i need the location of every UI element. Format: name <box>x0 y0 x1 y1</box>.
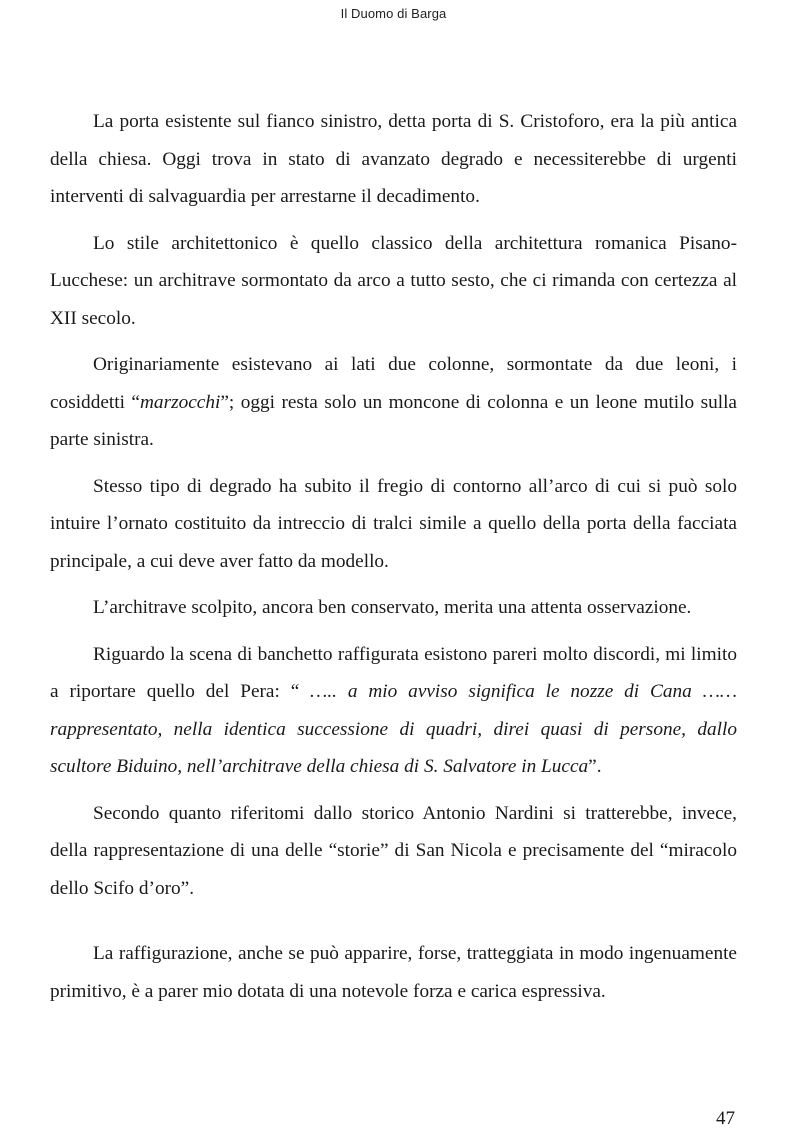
paragraph-banchetto <box>50 636 737 786</box>
marzocchi-term: marzocchi <box>140 391 221 413</box>
body-text <box>50 103 737 1019</box>
paragraph-architrave: L’architrave scolpito, ancora ben conservato, merita una attenta osservazione. <box>93 597 692 618</box>
pera-quotation: ….. a mio avviso significa le nozze di Cana …… rappresentato, nella identica successione di quadri, direi quasi di persone, dallo scultore Biduino, nell’architrave della chiesa di S. Salvatore in Lucca <box>50 681 737 777</box>
paragraph-stile: Lo stile architettonico è quello classico della architettura romanica Pisano-Lucchese: un architrave sormontato da arco a tutto sesto, che ci rimanda con certezza al XII secolo. <box>50 232 737 329</box>
paragraph-raffigurazione: La raffigurazione, anche se può apparire, forse, tratteggiata in modo ingenuamente primitivo, è a parer mio dotata di una notevole forza e carica espressiva. <box>50 943 737 1002</box>
paragraph-colonne <box>50 346 737 459</box>
running-header: Il Duomo di Barga <box>340 6 447 21</box>
paragraph-nardini: Secondo quanto riferitomi dallo storico Antonio Nardini si tratterebbe, invece, della rappresentazione di una delle “storie” di San Nicola e precisamente del “miracolo dello Scifo d’oro”. <box>50 802 737 899</box>
page-number: 47 <box>716 1108 735 1129</box>
paragraph-banchetto-text-before: Riguardo la scena di banchetto raffigurata esistono pareri molto discordi, mi limito a riportare quello del Pera: “ <box>50 643 737 702</box>
paragraph-colonne-text-before: Originariamente esistevano ai lati due colonne, sormontate da due leoni, i cosiddetti “ <box>50 354 737 413</box>
paragraph-banchetto-text-after: ”. <box>588 756 602 777</box>
paragraph-porta: La porta esistente sul fianco sinistro, detta porta di S. Cristoforo, era la più antica della chiesa. Oggi trova in stato di avanzato degrado e necessiterebbe di urgenti interventi di salvaguardia per arrestarne il decadimento. <box>50 111 737 207</box>
paragraph-colonne-text-after: ”; oggi resta solo un moncone di colonna e un leone mutilo sulla parte sinistra. <box>50 391 737 450</box>
paragraph-fregio: Stesso tipo di degrado ha subito il fregio di contorno all’arco di cui si può solo intuire l’ornato costituito da intreccio di tralci simile a quello della porta della facciata principale, a cui deve aver fatto da modello. <box>50 475 737 572</box>
